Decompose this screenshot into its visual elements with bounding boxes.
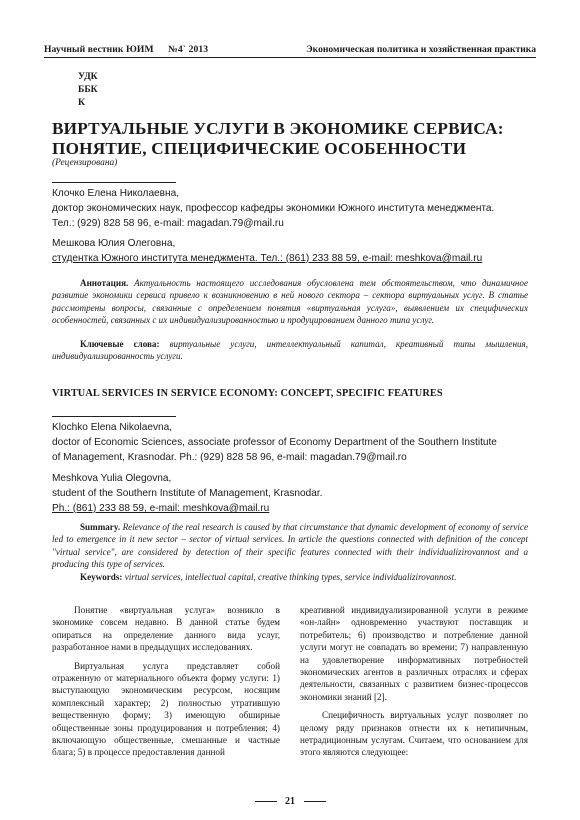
author-block-ru-2: [52, 236, 482, 266]
author-affiliation: доктор экономических наук, профессор кафедры экономики Южного института менеджмента.: [52, 203, 495, 214]
author-affiliation: student of the Southern Institute of Management, Krasnodar.: [52, 488, 323, 499]
udc-code: УДК: [78, 71, 98, 82]
running-header: [44, 38, 536, 60]
bbk-code: ББК: [78, 84, 98, 95]
abstract-label: Аннотация.: [80, 278, 129, 288]
journal-header: [44, 44, 208, 55]
english-title: VIRTUAL SERVICES IN SERVICE ECONOMY: CONCEPT, SPECIFIC FEATURES: [52, 388, 443, 399]
author-name: Клочко Елена Николаевна,: [52, 188, 180, 199]
journal-issue: №4` 2013: [168, 44, 209, 55]
author-affiliation: doctor of Economic Sciences, associate professor of Economy Department of the Southern Institute: [52, 437, 497, 448]
summary-en: [52, 521, 528, 570]
body-column-right: [300, 604, 528, 759]
authors-rule-en: [52, 416, 176, 417]
article-title-line-2: ПОНЯТИЕ, СПЕЦИФИЧЕСКИЕ ОСОБЕННОСТИ: [52, 139, 467, 158]
page-number: 21: [285, 796, 295, 807]
author-block-en-2: [52, 471, 322, 516]
keywords-ru: [52, 338, 528, 363]
abstract-ru: [52, 277, 528, 326]
keywords-en: [52, 571, 528, 583]
summary-label: Summary.: [80, 522, 121, 532]
author-contacts: of Management, Krasnodar. Ph.: (929) 828 58 96, e-mail: magadan.79@mail.ro: [52, 452, 407, 463]
author-contacts: Тел.: (929) 828 58 96, e-mail: magadan.79@mail.ru: [52, 218, 284, 229]
body-column-left: [52, 604, 280, 759]
footer-dash-left: [255, 801, 277, 802]
section-name: Экономическая политика и хозяйственная практика: [306, 44, 536, 55]
k-code: К: [78, 97, 85, 108]
author-block-en-1: [52, 420, 497, 465]
abstract-text: Актуальность настоящего исследования обусловлена тем обстоятельством, что динамичное развитие экономики сервиса привело к возникновению в ней нового сектора – сектора виртуальных услуг. В статье рассмотрены вопросы, связанные с определением понятия «виртуальная услуга», выявлением их специфических особенностей, связанных с их индивидуализированностью и продуцированием данного типа услуг.: [52, 278, 528, 325]
author-contacts: Ph.: (861) 233 88 59, e-mail: meshkova@mail.ru: [52, 503, 270, 514]
author-affiliation: студентка Южного института менеджмента. Тел.: (861) 233 88 59, e-mail: meshkova@mail.ru: [52, 253, 483, 264]
author-name: Meshkova Yulia Olegovna,: [52, 473, 172, 484]
keywords-label: Ключевые слова:: [80, 339, 160, 349]
reviewed-note: (Рецензирована): [52, 158, 118, 168]
page-footer: [0, 796, 580, 807]
keywords-text: виртуальные услуги, интеллектуальный капитал, креативный типы мышления, индивидуализированность услуги.: [52, 339, 528, 362]
authors-rule-ru: [52, 182, 176, 183]
body-paragraph: Понятие «виртуальная услуга» возникло в экономике совсем недавно. В данной статье будем опираться на определение данного вида услуг, разработанное нами в предыдущих исследованиях.: [52, 605, 280, 653]
author-name: Мешкова Юлия Олеговна,: [52, 238, 176, 249]
keywords-label: Keywords:: [80, 572, 123, 582]
classification-codes: [78, 70, 98, 109]
keywords-text: virtual services, intellectual capital, creative thinking types, service individualizirovannost.: [124, 572, 457, 582]
body-paragraph: Виртуальная услуга представляет собой отраженную от материального объекта форму услуги: 1) выступающую экономическим ресурсом, носящим комплексный характер; 2) полностью утратившую вещественную форму; 3) имеющую обширные общественные зоны продуцирования и потребления; 4) включающую общественные, смешанные и частные блага; 5) в процессе предоставления данной: [52, 660, 280, 758]
author-name: Klochko Elena Nikolaevna,: [52, 422, 173, 433]
body-paragraph: Специфичность виртуальных услуг позволяет по целому ряду признаков отнести их к нетипичным, нетрадиционным услугам. Считаем, что основанием для этого являются следующее:: [300, 710, 528, 758]
footer-dash-right: [304, 801, 326, 802]
header-rule: [44, 57, 536, 58]
summary-text: Relevance of the real research is caused by that circumstance that dynamic development of economy of service led to emergence in it new sector – sector of virtual services. In article the questions connected with definition of the concept "virtual service", are considered by detection of their specific features connected with their individualizirovannost and a producing this type of services.: [52, 522, 528, 569]
body-paragraph: креативной индивидуализированной услуги в режиме «он-лайн» одновременно участвуют поставщик и потребитель; 6) производство и потребление данной услуги могут не совпадать во времени; 7) направленную на удовлетворение информативных потребностей экономических агентов в различных отраслях и сферах деятельности, связанных с развитием бизнес-процессов экономики знаний [2].: [300, 605, 528, 702]
article-title: [52, 119, 532, 159]
journal-name: Научный вестник ЮИМ: [44, 44, 154, 55]
author-block-ru-1: [52, 186, 494, 231]
article-title-line-1: ВИРТУАЛЬНЫЕ УСЛУГИ В ЭКОНОМИКЕ СЕРВИСА:: [52, 119, 504, 138]
